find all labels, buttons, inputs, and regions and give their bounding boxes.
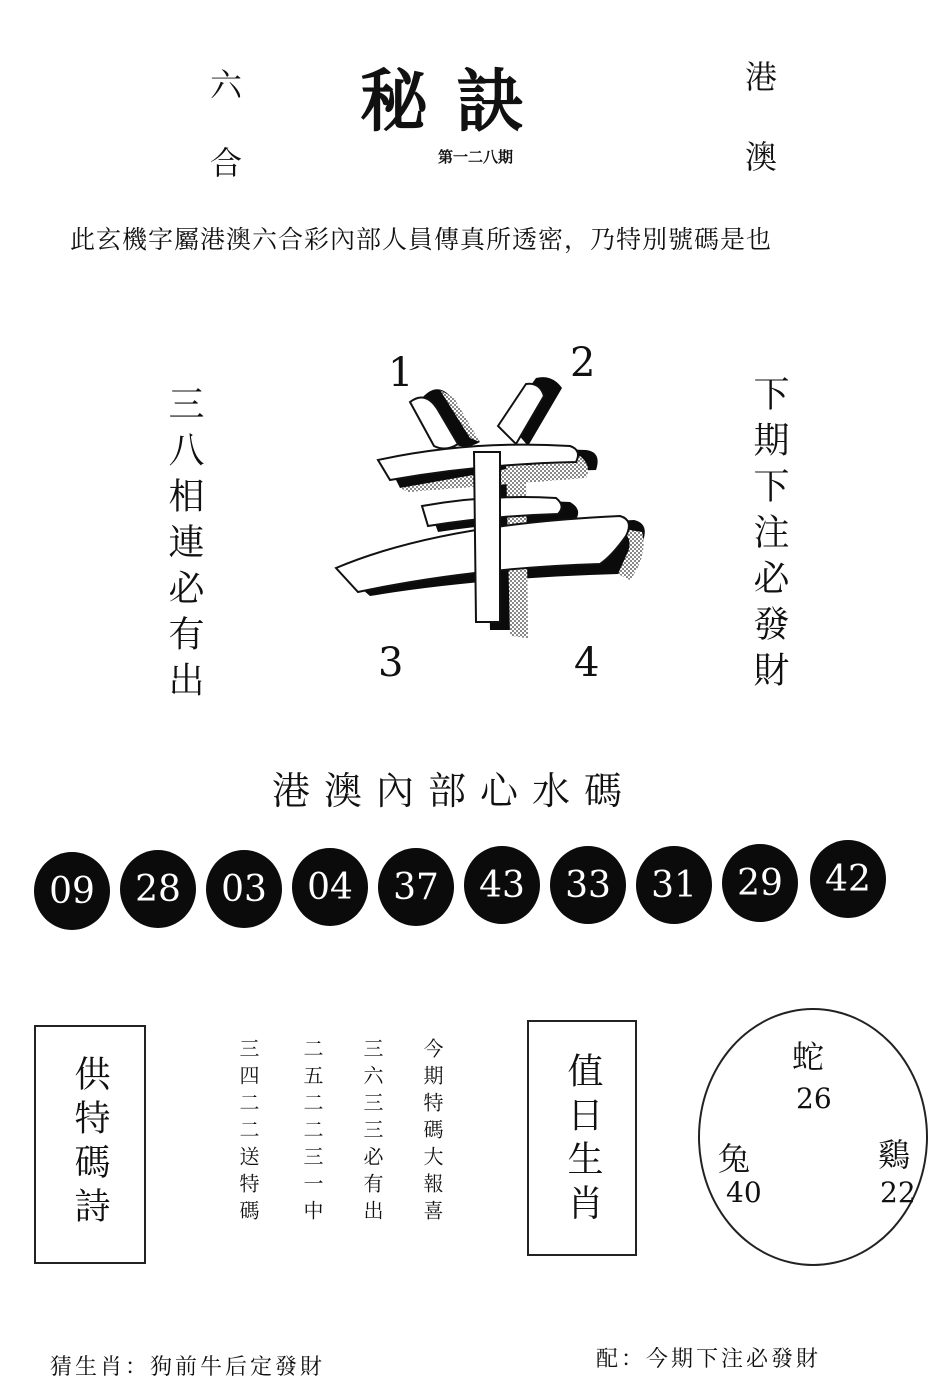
glyph-corner-1: 1 (388, 350, 414, 396)
zodiac-box (527, 1020, 637, 1256)
corner-left-top: 六 (210, 66, 243, 104)
footer-right-text: 配：今期下注必發財 (596, 1347, 822, 1372)
zodiac-circle (698, 1008, 928, 1266)
circle-top-label: 蛇 (792, 1038, 825, 1076)
poem-line-2: 三六三三必有出 (360, 1038, 384, 1227)
circle-right-label: 鷄 (878, 1136, 911, 1174)
circle-top-number: 26 (796, 1082, 832, 1115)
issue-number: 第一二八期 (438, 148, 514, 166)
footer-left-text: 猜生肖：狗前牛后定發財 (50, 1355, 326, 1380)
page-title: 秘訣 (360, 63, 553, 142)
left-verse: 三八相連必有出 (163, 385, 204, 707)
corner-left-bottom: 合 (210, 144, 243, 182)
glyph-corner-3: 3 (378, 640, 404, 686)
circle-left-number: 40 (726, 1176, 762, 1209)
number-ball: 37 (378, 848, 454, 926)
zodiac-box-label: 值日生肖 (562, 1052, 603, 1228)
intro-text: 此玄機字屬港澳六合彩內部人員傳真所透密，乃特別號碼是也 (70, 225, 773, 254)
glyph-corner-2: 2 (570, 340, 596, 386)
number-balls (30, 846, 900, 932)
number-ball: 33 (550, 846, 626, 924)
sheep-character-glyph (330, 360, 660, 660)
sheep-glyph-art (330, 360, 660, 660)
circle-right-number: 22 (880, 1176, 916, 1209)
glyph-corner-4: 4 (574, 640, 600, 686)
poem-box-label: 供特碼詩 (69, 1055, 110, 1231)
number-ball: 43 (464, 846, 540, 924)
poem-line-1: 今期特碼大報喜 (420, 1038, 444, 1227)
number-ball: 31 (636, 846, 712, 924)
number-ball: 28 (120, 850, 196, 928)
corner-right-top: 港 (745, 58, 778, 96)
number-ball: 03 (206, 850, 282, 928)
number-ball: 29 (722, 844, 798, 922)
poem-box (34, 1025, 146, 1264)
circle-left-label: 兔 (718, 1140, 751, 1178)
number-ball: 09 (34, 852, 110, 930)
poem-line-3: 二五二二三一中 (300, 1038, 324, 1227)
poem-line-4: 三四二二送特碼 (236, 1038, 260, 1227)
right-verse: 下期下注必發財 (748, 375, 789, 697)
number-ball: 04 (292, 848, 368, 926)
corner-right-bottom: 澳 (745, 138, 778, 176)
number-ball: 42 (810, 840, 886, 918)
heart-numbers-heading: 港澳內部心水碼 (272, 769, 637, 813)
